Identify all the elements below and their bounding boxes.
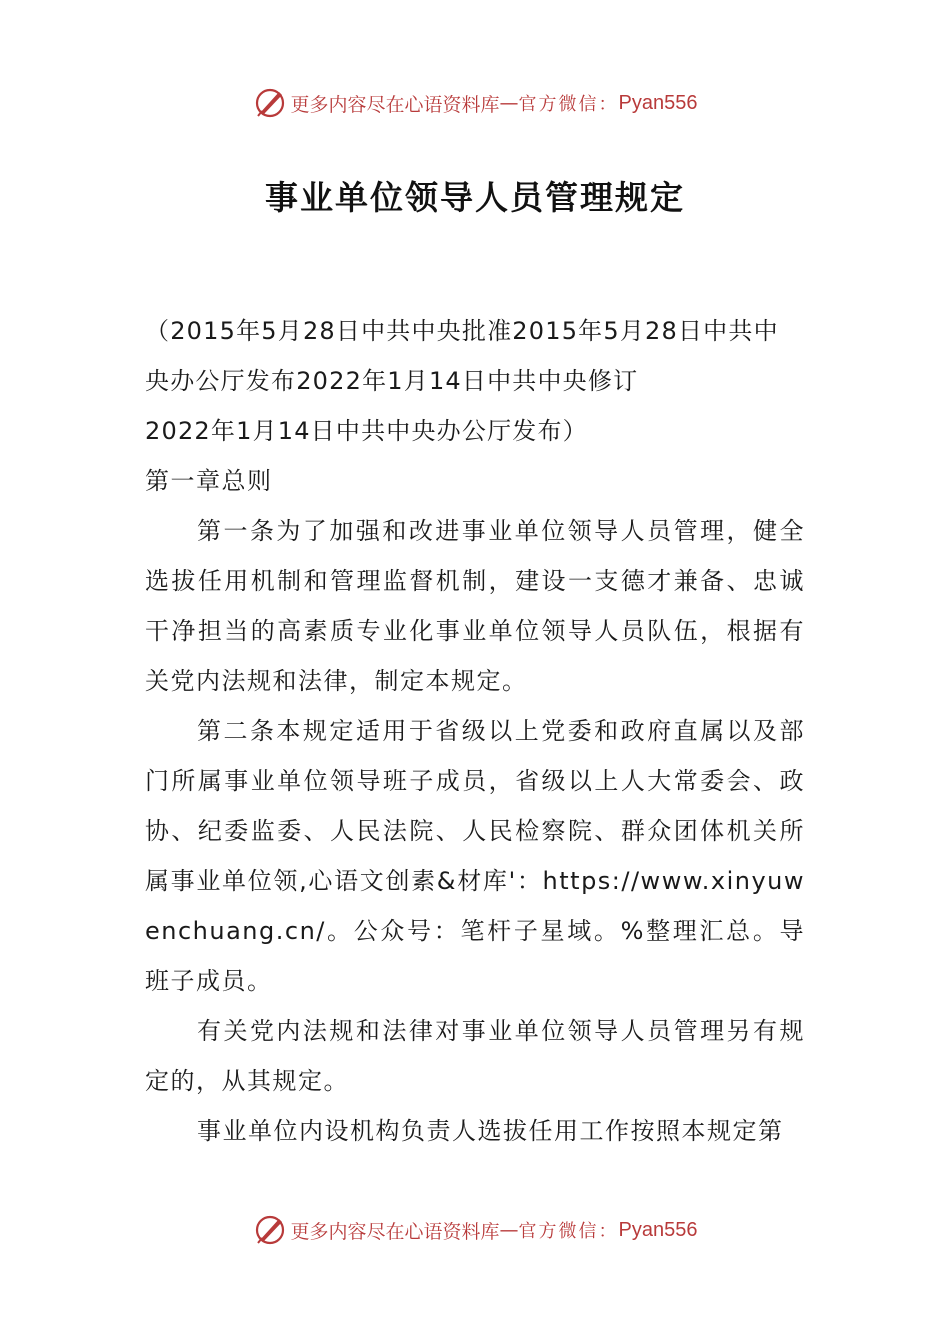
header-watermark-banner bbox=[0, 83, 950, 123]
article-paragraph: 有关党内法规和法律对事业单位领导人员管理另有规定的，从其规定。 bbox=[145, 1017, 805, 1095]
source-line: 2022年1月14日中共中央办公厅发布） bbox=[145, 417, 588, 445]
banner-contact-label: 官方微信： bbox=[518, 1221, 619, 1242]
banner-contact-label: 官方微信： bbox=[518, 94, 619, 115]
article-paragraph: 第一条为了加强和改进事业单位领导人员管理，健全选拔任用机制和管理监督机制，建设一支德才兼备、忠诚干净担当的高素质专业化事业单位领导人员队伍，根据有关党内法规和法律，制定本规定。 bbox=[145, 517, 805, 695]
banner-separator: — bbox=[499, 1219, 519, 1241]
banner-text: 更多内容尽在心语资料库 bbox=[290, 93, 500, 116]
source-line: （2015年5月28日中共中央批准2015年5月28日中共中 bbox=[145, 317, 779, 345]
quill-logo-icon bbox=[253, 86, 287, 120]
banner-text: 更多内容尽在心语资料库 bbox=[290, 1220, 500, 1243]
source-line: 央办公厅发布2022年1月14日中共中央修订 bbox=[145, 367, 639, 395]
banner-contact-id: Pyan556 bbox=[618, 1218, 698, 1241]
banner-contact-id: Pyan556 bbox=[618, 91, 698, 114]
document-title: 事业单位领导人员管理规定 bbox=[265, 178, 685, 217]
banner-separator: — bbox=[499, 92, 519, 114]
chapter-heading: 第一章总则 bbox=[145, 467, 273, 495]
footer-watermark-banner bbox=[0, 1210, 950, 1250]
document-body bbox=[145, 306, 805, 1156]
article-paragraph: 事业单位内设机构负责人选拔任用工作按照本规定第 bbox=[197, 1117, 784, 1145]
article-paragraph: 第二条本规定适用于省级以上党委和政府直属以及部门所属事业单位领导班子成员，省级以上人大常委会、政协、纪委监委、人民法院、人民检察院、群众团体机关所属事业单位领,心语文创素&材库'：https://www.xinyuwenchuang.cn/。公众号：笔杆子星域。%整理汇总。导班子成员。 bbox=[145, 717, 805, 995]
quill-logo-icon bbox=[253, 1213, 287, 1247]
